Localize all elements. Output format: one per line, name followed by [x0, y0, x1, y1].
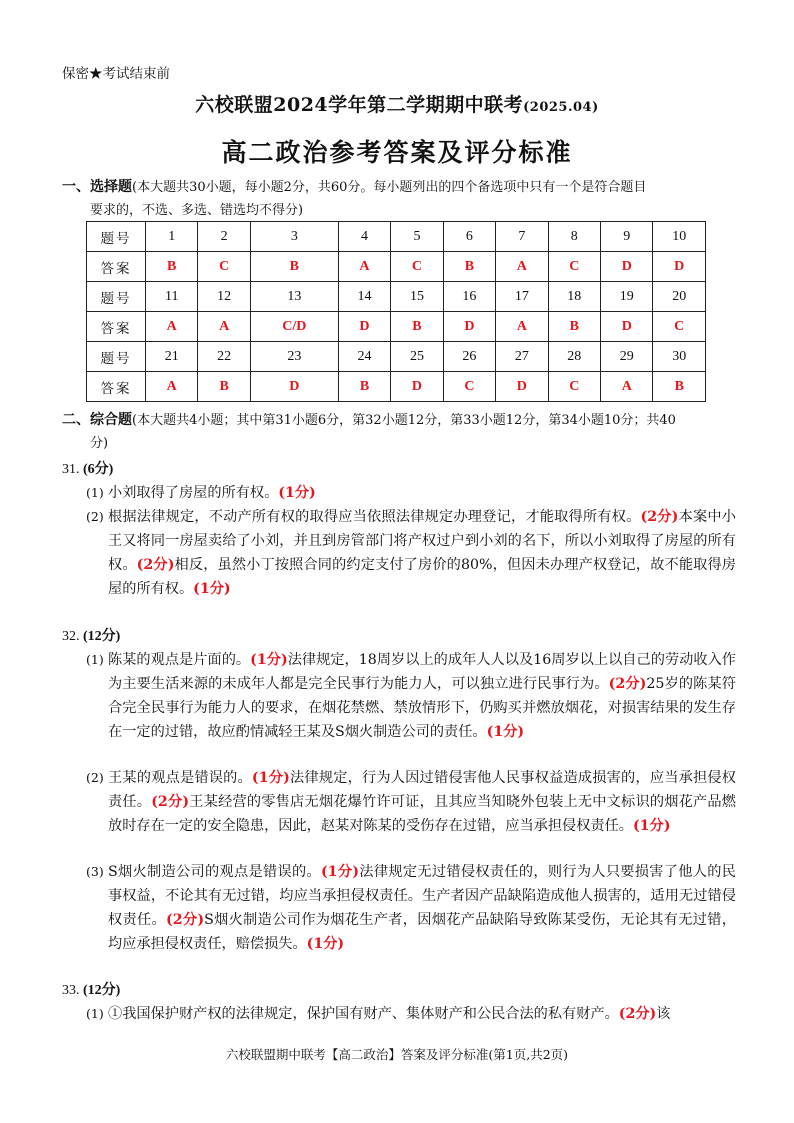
q31-part2	[86, 505, 736, 601]
question-number-cell: 2	[198, 222, 250, 252]
question-number-cell: 8	[548, 222, 600, 252]
answer-cell: D	[391, 372, 443, 402]
answer-cell: B	[653, 372, 706, 402]
answer-text: 该	[656, 1006, 671, 1022]
part-number: (3)	[86, 864, 104, 879]
score-mark: (2分)	[618, 1006, 657, 1022]
question-number-cell: 27	[496, 342, 548, 372]
q33-total-score: (12分)	[83, 983, 121, 998]
answer-cell: D	[653, 252, 706, 282]
score-mark: (2分)	[640, 509, 679, 525]
answer-cell: B	[146, 252, 198, 282]
answer-cell: A	[496, 312, 548, 342]
answer-text: S烟火制造公司的观点是错误的。	[108, 864, 321, 880]
score-mark: (2分)	[151, 794, 190, 810]
answer-text: 法律规定，行为人因过错侵害他人民事权益造成损害的，应当承担侵权责任。	[108, 770, 736, 810]
answer-cell: C	[653, 312, 706, 342]
answer-cell: A	[198, 312, 250, 342]
score-mark: (1分)	[306, 936, 345, 952]
score-mark: (2分)	[166, 912, 205, 928]
q33-heading	[62, 979, 120, 999]
question-number-cell: 16	[443, 282, 495, 312]
answer-row	[87, 372, 706, 402]
answer-cell: C	[198, 252, 250, 282]
answer-cell: A	[338, 252, 390, 282]
answer-text: 相反，虽然小丁按照合同的约定支付了房价的80%，但因未办理产权登记，故不能取得房屋的所有权。	[108, 557, 736, 597]
question-number-cell: 12	[198, 282, 250, 312]
row-header: 答案	[87, 312, 146, 342]
answer-text: 王某经营的零售店无烟花爆竹许可证，且其应当知晓外包装上无中文标识的烟花产品燃放时存在一定的安全隐患，因此，赵某对陈某的受伤存在过错，应当承担侵权责任。	[108, 794, 736, 834]
question-number-cell: 25	[391, 342, 443, 372]
section1-heading	[62, 176, 742, 222]
q32-number: 32.	[62, 629, 80, 644]
row-header: 答案	[87, 372, 146, 402]
answer-cell: C	[548, 252, 600, 282]
confidential-notice: 保密★考试结束前	[62, 66, 170, 82]
answer-cell: D	[601, 252, 653, 282]
answer-table	[86, 221, 706, 402]
part-number: (1)	[86, 652, 104, 667]
q32-part2	[86, 766, 736, 838]
section1-desc-1: (本大题共30小题，每小题2分，共60分。每小题列出的四个备选项中只有一个是符合题目	[132, 180, 647, 195]
score-mark: (1分)	[250, 652, 288, 668]
q31-number: 31.	[62, 462, 80, 477]
answer-text: 25岁的陈某符合完全民事行为能力人的要求，在烟花禁燃、禁放情形下，仍购买并燃放烟花，对损害结果的发生存在一定的过错，故应酌情减轻王某及S烟火制造公司的责任。	[108, 676, 736, 740]
answer-text: 陈某的观点是片面的。	[108, 652, 251, 668]
answer-cell: A	[146, 372, 198, 402]
question-number-cell: 21	[146, 342, 198, 372]
question-number-cell: 11	[146, 282, 198, 312]
section2-heading	[62, 409, 742, 455]
score-mark: (1分)	[632, 818, 671, 834]
answer-cell: C	[443, 372, 495, 402]
answer-text: 本案中小王又将同一房屋卖给了小刘，并且到房管部门将产权过户到小刘的名下，所以小刘取得了房屋的所有权。	[108, 509, 736, 573]
score-mark: (1分)	[278, 485, 316, 501]
section1-label: 一、选择题	[62, 179, 132, 195]
section2-label: 二、综合题	[62, 412, 132, 428]
answer-row	[87, 252, 706, 282]
row-header: 题号	[87, 222, 146, 252]
question-number-row	[87, 222, 706, 252]
question-number-cell: 13	[250, 282, 338, 312]
answer-text: 法律规定，18周岁以上的成年人人以及16周岁以上以自己的劳动收入作为主要生活来源的未成年人都是完全民事行为能力人，可以独立进行民事行为。	[108, 652, 736, 692]
page-footer: 六校联盟期中联考【高二政治】答案及评分标准(第1页,共2页)	[225, 1047, 569, 1062]
q32-total-score: (12分)	[83, 629, 121, 644]
score-mark: (2分)	[608, 676, 647, 692]
question-number-cell: 17	[496, 282, 548, 312]
document-title: 高二政治参考答案及评分标准	[221, 138, 573, 167]
answer-text: 法律规定无过错侵权责任的，则行为人只要损害了他人的民事权益，不论其有无过错，均应当承担侵权责任。生产者因产品缺陷造成他人损害的，适用无过错侵权责任。	[108, 864, 736, 928]
question-number-row	[87, 282, 706, 312]
score-mark: (2分)	[136, 557, 175, 573]
answer-row	[87, 312, 706, 342]
part-number: (1)	[86, 1006, 104, 1021]
question-number-cell: 7	[496, 222, 548, 252]
score-mark: (1分)	[320, 864, 360, 880]
question-number-cell: 3	[250, 222, 338, 252]
part-number: (1)	[86, 485, 104, 500]
row-header: 题号	[87, 342, 146, 372]
score-mark: (1分)	[486, 724, 525, 740]
row-header: 题号	[87, 282, 146, 312]
exam-title-text: 六校联盟2024学年第二学期期中联考	[195, 94, 524, 116]
question-number-cell: 1	[146, 222, 198, 252]
question-number-cell: 22	[198, 342, 250, 372]
question-number-cell: 23	[250, 342, 338, 372]
q31-total-score: (6分)	[83, 462, 114, 477]
section1-desc-2: 要求的，不选、多选、错选均不得分)	[90, 203, 304, 218]
score-mark: (1分)	[251, 770, 290, 786]
answer-cell: C/D	[250, 312, 338, 342]
answer-text: ①我国保护财产权的法律规定，保护国有财产、集体财产和公民合法的私有财产。	[108, 1006, 619, 1022]
question-number-cell: 5	[391, 222, 443, 252]
answer-cell: C	[391, 252, 443, 282]
answer-cell: D	[601, 312, 653, 342]
q31-part1	[86, 481, 736, 505]
q32-part3	[86, 860, 736, 956]
q32-heading	[62, 625, 120, 645]
answer-cell: A	[601, 372, 653, 402]
q33-number: 33.	[62, 983, 80, 998]
answer-cell: D	[443, 312, 495, 342]
question-number-cell: 19	[601, 282, 653, 312]
answer-cell: D	[338, 312, 390, 342]
answer-text: 小刘取得了房屋的所有权。	[108, 485, 279, 501]
q32-part1	[86, 648, 736, 744]
question-number-cell: 28	[548, 342, 600, 372]
answer-cell: B	[198, 372, 250, 402]
answer-cell: A	[496, 252, 548, 282]
question-number-cell: 29	[601, 342, 653, 372]
q31-heading	[62, 458, 113, 478]
q33-part1	[86, 1002, 736, 1026]
answer-cell: D	[496, 372, 548, 402]
question-number-cell: 10	[653, 222, 706, 252]
answer-text: 根据法律规定，不动产所有权的取得应当依照法律规定办理登记，才能取得所有权。	[108, 509, 641, 525]
section2-desc-1: (本大题共4小题；其中第31小题6分，第32小题12分，第33小题12分，第34小题10分；共40	[132, 413, 676, 428]
part-number: (2)	[86, 509, 104, 524]
score-mark: (1分)	[193, 581, 231, 597]
answer-cell: D	[250, 372, 338, 402]
exam-title	[0, 90, 794, 117]
answer-cell: B	[338, 372, 390, 402]
answer-cell: C	[548, 372, 600, 402]
answer-cell: B	[443, 252, 495, 282]
question-number-cell: 6	[443, 222, 495, 252]
question-number-cell: 30	[653, 342, 706, 372]
answer-cell: B	[391, 312, 443, 342]
part-number: (2)	[86, 770, 104, 785]
answer-cell: A	[146, 312, 198, 342]
question-number-cell: 18	[548, 282, 600, 312]
question-number-row	[87, 342, 706, 372]
question-number-cell: 9	[601, 222, 653, 252]
answer-text: S烟火制造公司作为烟花生产者，因烟花产品缺陷导致陈某受伤，无论其有无过错，均应承担侵权责任，赔偿损失。	[108, 912, 736, 952]
question-number-cell: 4	[338, 222, 390, 252]
answer-cell: B	[250, 252, 338, 282]
answer-text: 王某的观点是错误的。	[108, 770, 252, 786]
section2-desc-2: 分)	[90, 436, 109, 451]
row-header: 答案	[87, 252, 146, 282]
question-number-cell: 26	[443, 342, 495, 372]
answer-cell: B	[548, 312, 600, 342]
exam-date: (2025.04)	[523, 100, 599, 115]
question-number-cell: 15	[391, 282, 443, 312]
question-number-cell: 14	[338, 282, 390, 312]
question-number-cell: 24	[338, 342, 390, 372]
question-number-cell: 20	[653, 282, 706, 312]
